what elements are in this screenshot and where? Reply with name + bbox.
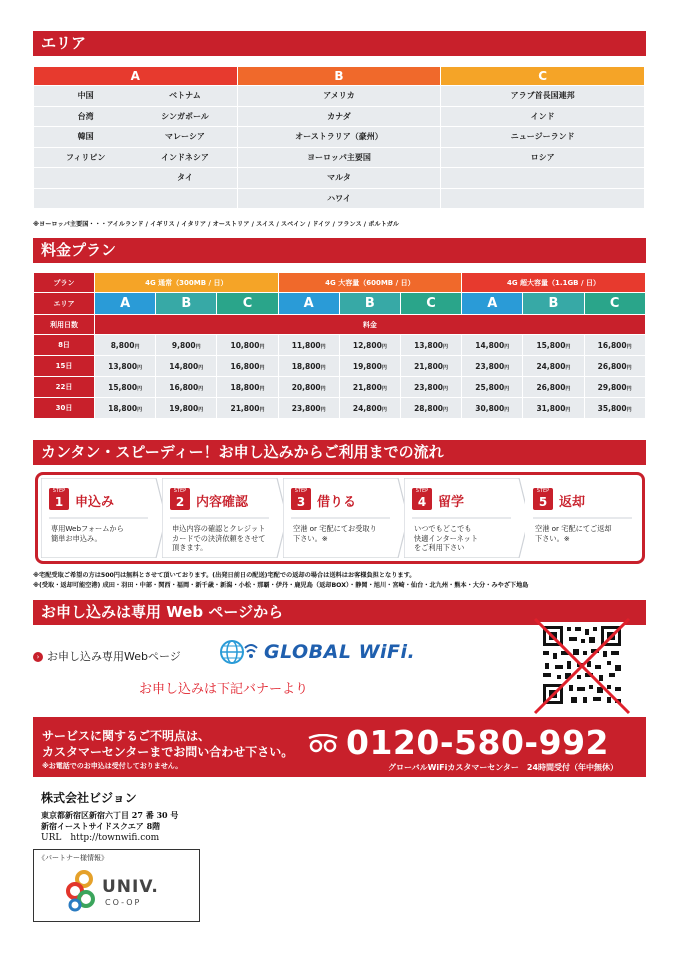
- flow-step: [404, 478, 531, 558]
- area-cell-a: [34, 106, 238, 127]
- price-cell: [339, 377, 400, 398]
- plan-label: プラン: [34, 273, 95, 293]
- price-zone-header: B: [339, 293, 400, 315]
- yen-unit: 円: [198, 406, 204, 413]
- area-cell-c: [441, 188, 645, 209]
- area-row: [34, 188, 645, 209]
- flow-step: [41, 478, 168, 558]
- price-cell: [462, 356, 523, 377]
- yen-unit: 円: [565, 343, 571, 350]
- price-zone-header: A: [462, 293, 523, 315]
- price-value: 30,800: [475, 403, 505, 413]
- price-value: 23,800: [414, 382, 444, 392]
- price-value: 18,800: [230, 382, 260, 392]
- plan-normal: 4G 通常（300MB / 日）: [95, 273, 279, 293]
- country-name: 韓国: [77, 132, 94, 142]
- price-value: 16,800: [230, 361, 260, 371]
- price-value: 16,800: [169, 382, 199, 392]
- price-cell: [278, 398, 339, 419]
- area-cell-c: ニュージーランド: [441, 127, 645, 148]
- delivery-note: ※宅配受取ご希望の方は500円は無料とさせて頂いております。(出発日前日の配送)宅配での返却の場合は送料はお客様負担となります。: [33, 572, 416, 579]
- support-line-2: カスタマーセンターまでお問い合わせ下さい。: [42, 745, 294, 759]
- price-cell: [217, 335, 278, 356]
- yen-unit: 円: [259, 406, 265, 413]
- price-cell: [400, 335, 461, 356]
- area-table: [33, 66, 645, 209]
- yen-unit: 円: [626, 364, 632, 371]
- price-row: [34, 398, 646, 419]
- step-number: 1: [54, 495, 64, 509]
- price-zone-header: A: [95, 293, 156, 315]
- step-title: 返却: [559, 495, 586, 510]
- country-name: ベトナム: [169, 91, 201, 101]
- price-cell: [523, 335, 584, 356]
- country-name: タイ: [177, 173, 193, 183]
- europe-note: ※ヨーロッパ主要国・・・アイルランド / イギリス / イタリア / オーストリア / スイス / スペイン / ドイツ / フランス / ポルトガル: [33, 221, 399, 228]
- price-value: 18,800: [108, 403, 138, 413]
- area-cell-b: オーストラリア（豪州）: [237, 127, 441, 148]
- days-cell: 15日: [34, 356, 95, 377]
- price-cell: [95, 335, 156, 356]
- zone-header-b: B: [237, 67, 441, 86]
- area-cell-a: [34, 86, 238, 107]
- yen-unit: 円: [443, 343, 449, 350]
- step-badge: [412, 488, 432, 510]
- chevron-right-icon: ›: [33, 652, 43, 662]
- step-word: STEP: [294, 488, 308, 494]
- price-cell: [523, 398, 584, 419]
- fee-label: 料金: [95, 315, 646, 335]
- free-dial-icon: [306, 734, 340, 754]
- price-value: 15,800: [536, 340, 566, 350]
- price-cell: [462, 377, 523, 398]
- price-value: 31,800: [536, 403, 566, 413]
- price-value: 23,800: [291, 403, 321, 413]
- partner-box: [33, 849, 200, 922]
- yen-unit: 円: [381, 385, 387, 392]
- area-row: [34, 86, 645, 107]
- area-cell-c: ロシア: [441, 147, 645, 168]
- price-cell: [523, 377, 584, 398]
- yen-unit: 円: [195, 343, 201, 350]
- area-cell-b: カナダ: [237, 106, 441, 127]
- price-value: 26,800: [597, 361, 627, 371]
- price-cell: [278, 377, 339, 398]
- area-cell-c: [441, 168, 645, 189]
- country-name: フィリピン: [65, 152, 106, 162]
- country-name: 台湾: [77, 111, 94, 121]
- price-value: 20,800: [291, 382, 321, 392]
- apply-web-text: お申し込み専用Webページ: [47, 650, 181, 663]
- price-cell: [156, 356, 217, 377]
- area-cell-b: マルタ: [237, 168, 441, 189]
- price-zone-header: C: [217, 293, 278, 315]
- price-cell: [462, 398, 523, 419]
- area-row: [34, 127, 645, 148]
- price-cell: [156, 377, 217, 398]
- days-cell: 22日: [34, 377, 95, 398]
- yen-unit: 円: [443, 364, 449, 371]
- crossed-qr-code: [531, 617, 633, 717]
- price-cell: [278, 356, 339, 377]
- step-title: 申込み: [75, 495, 115, 510]
- price-value: 16,800: [597, 340, 627, 350]
- price-section-title: 料金プラン: [33, 238, 646, 263]
- step-number: 3: [296, 495, 306, 509]
- country-name: インドネシア: [161, 152, 209, 162]
- price-cell: [278, 335, 339, 356]
- yen-unit: 円: [626, 385, 632, 392]
- price-cell: [400, 356, 461, 377]
- plan-xlarge: 4G 超大容量（1.1GB / 日）: [462, 273, 646, 293]
- price-zone-header: A: [278, 293, 339, 315]
- price-cell: [156, 335, 217, 356]
- country-name: 中国: [77, 91, 94, 101]
- area-row: [34, 168, 645, 189]
- step-title: 留学: [438, 495, 465, 510]
- yen-unit: 円: [198, 385, 204, 392]
- price-cell: [339, 398, 400, 419]
- step-description: 空港 or 宅配にてお受取り 下さい。※: [293, 524, 377, 543]
- area-label: エリア: [34, 293, 95, 315]
- company-info: [41, 789, 178, 844]
- apply-banner-note: お申し込みは下記バナーより: [139, 682, 309, 697]
- flow-step: [525, 478, 652, 558]
- price-row: [34, 377, 646, 398]
- airport-note: ※(受取・返却可能空港) 成田・羽田・中部・関西・福岡・新千歳・新潟・小松・那覇・伊丹・鹿児島（返却BOX）・静岡・旭川・宮崎・仙台・北九州・熊本・大分・みやざ下地島: [33, 582, 529, 589]
- price-table: [33, 272, 646, 419]
- company-address-1: 東京都新宿区新宿六丁目 27 番 30 号: [41, 810, 179, 820]
- price-value: 19,800: [169, 403, 199, 413]
- price-zone-header: C: [584, 293, 645, 315]
- yen-unit: 円: [565, 385, 571, 392]
- price-cell: [400, 377, 461, 398]
- price-cell: [217, 398, 278, 419]
- partner-label: 《パートナー様情報》: [38, 854, 108, 862]
- price-cell: [156, 398, 217, 419]
- price-row: [34, 356, 646, 377]
- price-value: 26,800: [536, 382, 566, 392]
- price-value: 21,800: [414, 361, 444, 371]
- price-cell: [339, 335, 400, 356]
- step-word: STEP: [52, 488, 66, 494]
- price-cell: [95, 398, 156, 419]
- step-badge: [49, 488, 69, 510]
- yen-unit: 円: [259, 364, 265, 371]
- support-line-3: ※お電話でのお申込は受付しておりません。: [42, 762, 183, 770]
- price-cell: [217, 377, 278, 398]
- yen-unit: 円: [565, 406, 571, 413]
- price-value: 18,800: [291, 361, 321, 371]
- price-cell: [400, 398, 461, 419]
- step-title: 借りる: [317, 495, 357, 510]
- country-name: マレーシア: [165, 132, 205, 142]
- yen-unit: 円: [320, 343, 326, 350]
- price-value: 12,800: [352, 340, 382, 350]
- yen-unit: 円: [320, 385, 326, 392]
- phone-number[interactable]: 0120-580-992: [346, 723, 610, 762]
- yen-unit: 円: [198, 364, 204, 371]
- yen-unit: 円: [504, 343, 510, 350]
- price-value: 8,800: [110, 340, 135, 350]
- step-number: 4: [417, 495, 427, 509]
- zone-header-a: A: [34, 67, 238, 86]
- yen-unit: 円: [626, 343, 632, 350]
- price-cell: [95, 377, 156, 398]
- days-label: 利用日数: [34, 315, 95, 335]
- price-cell: [462, 335, 523, 356]
- step-word: STEP: [173, 488, 187, 494]
- price-cell: [339, 356, 400, 377]
- step-description: いつでもどこでも 快適インターネット をご利用下さい: [414, 524, 479, 552]
- yen-unit: 円: [259, 385, 265, 392]
- days-cell: 8日: [34, 335, 95, 356]
- yen-unit: 円: [504, 385, 510, 392]
- price-value: 21,800: [230, 403, 260, 413]
- step-description: 空港 or 宅配にてご返却 下さい。※: [535, 524, 612, 543]
- univ-coop-logo-icon: [64, 869, 100, 913]
- company-name: 株式会社ビジョン: [41, 791, 137, 805]
- flow-steps: [35, 472, 645, 564]
- price-cell: [584, 356, 645, 377]
- price-cell: [584, 335, 645, 356]
- price-value: 23,800: [475, 361, 505, 371]
- apply-web-label: [33, 648, 181, 664]
- price-cell: [95, 356, 156, 377]
- global-wifi-logo[interactable]: [218, 638, 416, 666]
- step-badge: [533, 488, 553, 510]
- price-value: 24,800: [536, 361, 566, 371]
- price-cell: [217, 356, 278, 377]
- area-cell-c: アラブ首長国連邦: [441, 86, 645, 107]
- price-row: [34, 335, 646, 356]
- price-value: 13,800: [414, 340, 444, 350]
- price-cell: [523, 356, 584, 377]
- area-cell-a: [34, 168, 238, 189]
- price-value: 11,800: [291, 340, 321, 350]
- yen-unit: 円: [565, 364, 571, 371]
- yen-unit: 円: [320, 406, 326, 413]
- yen-unit: 円: [443, 406, 449, 413]
- price-value: 14,800: [169, 361, 199, 371]
- yen-unit: 円: [259, 343, 265, 350]
- step-word: STEP: [415, 488, 429, 494]
- step-badge: [170, 488, 190, 510]
- area-cell-a: [34, 188, 238, 209]
- price-value: 9,800: [171, 340, 196, 350]
- price-value: 28,800: [414, 403, 444, 413]
- yen-unit: 円: [504, 364, 510, 371]
- step-description: 専用Webフォームから 簡単お申込み。: [51, 524, 124, 543]
- price-value: 21,800: [352, 382, 382, 392]
- price-value: 25,800: [475, 382, 505, 392]
- yen-unit: 円: [626, 406, 632, 413]
- area-cell-b: ハワイ: [237, 188, 441, 209]
- step-title: 内容確認: [196, 495, 249, 510]
- area-section-title: エリア: [33, 31, 646, 56]
- price-value: 14,800: [475, 340, 505, 350]
- price-value: 13,800: [108, 361, 138, 371]
- coop-wordmark: CO-OP: [105, 898, 142, 907]
- univ-wordmark: UNIV.: [102, 877, 159, 897]
- yen-unit: 円: [443, 385, 449, 392]
- area-cell-c: インド: [441, 106, 645, 127]
- step-word: STEP: [536, 488, 550, 494]
- step-description: 申込内容の確認とクレジット カードでの決済依頼をさせて 頂きます。: [172, 524, 266, 552]
- step-number: 5: [538, 495, 548, 509]
- customer-support-band: [33, 717, 646, 777]
- support-subtitle: グローバルWiFiカスタマーセンター 24時間受付（年中無休）: [388, 763, 619, 772]
- price-zone-header: B: [156, 293, 217, 315]
- area-cell-a: [34, 147, 238, 168]
- global-wifi-brand: GLOBAL WiFi.: [264, 641, 416, 663]
- support-line-1: サービスに関するご不明点は、: [42, 729, 211, 743]
- yen-unit: 円: [320, 364, 326, 371]
- area-row: [34, 106, 645, 127]
- price-value: 15,800: [108, 382, 138, 392]
- company-url[interactable]: URL http://townwifi.com: [41, 833, 160, 843]
- yen-unit: 円: [137, 385, 143, 392]
- flow-step: [283, 478, 410, 558]
- price-value: 19,800: [352, 361, 382, 371]
- yen-unit: 円: [381, 406, 387, 413]
- step-badge: [291, 488, 311, 510]
- price-value: 24,800: [352, 403, 382, 413]
- yen-unit: 円: [137, 406, 143, 413]
- yen-unit: 円: [134, 343, 140, 350]
- price-value: 35,800: [597, 403, 627, 413]
- price-zone-header: C: [400, 293, 461, 315]
- price-zone-header: B: [523, 293, 584, 315]
- plan-large: 4G 大容量（600MB / 日）: [278, 273, 462, 293]
- yen-unit: 円: [504, 406, 510, 413]
- globe-wifi-icon: [218, 638, 260, 666]
- apply-section-title: お申し込みは専用 Web ページから: [33, 600, 646, 625]
- price-cell: [584, 398, 645, 419]
- area-cell-b: アメリカ: [237, 86, 441, 107]
- price-cell: [584, 377, 645, 398]
- price-value: 29,800: [597, 382, 627, 392]
- area-row: [34, 147, 645, 168]
- step-number: 2: [175, 495, 185, 509]
- zone-header-c: C: [441, 67, 645, 86]
- yen-unit: 円: [381, 343, 387, 350]
- price-value: 10,800: [230, 340, 260, 350]
- area-cell-a: [34, 127, 238, 148]
- yen-unit: 円: [381, 364, 387, 371]
- yen-unit: 円: [137, 364, 143, 371]
- company-address-2: 新宿イーストサイドスクエア 8階: [41, 821, 161, 831]
- flow-step: [162, 478, 289, 558]
- flow-section-title: カンタン・スピーディー！お申し込みからご利用までの流れ: [33, 440, 646, 465]
- country-name: シンガポール: [161, 111, 209, 121]
- days-cell: 30日: [34, 398, 95, 419]
- area-cell-b: ヨーロッパ主要国: [237, 147, 441, 168]
